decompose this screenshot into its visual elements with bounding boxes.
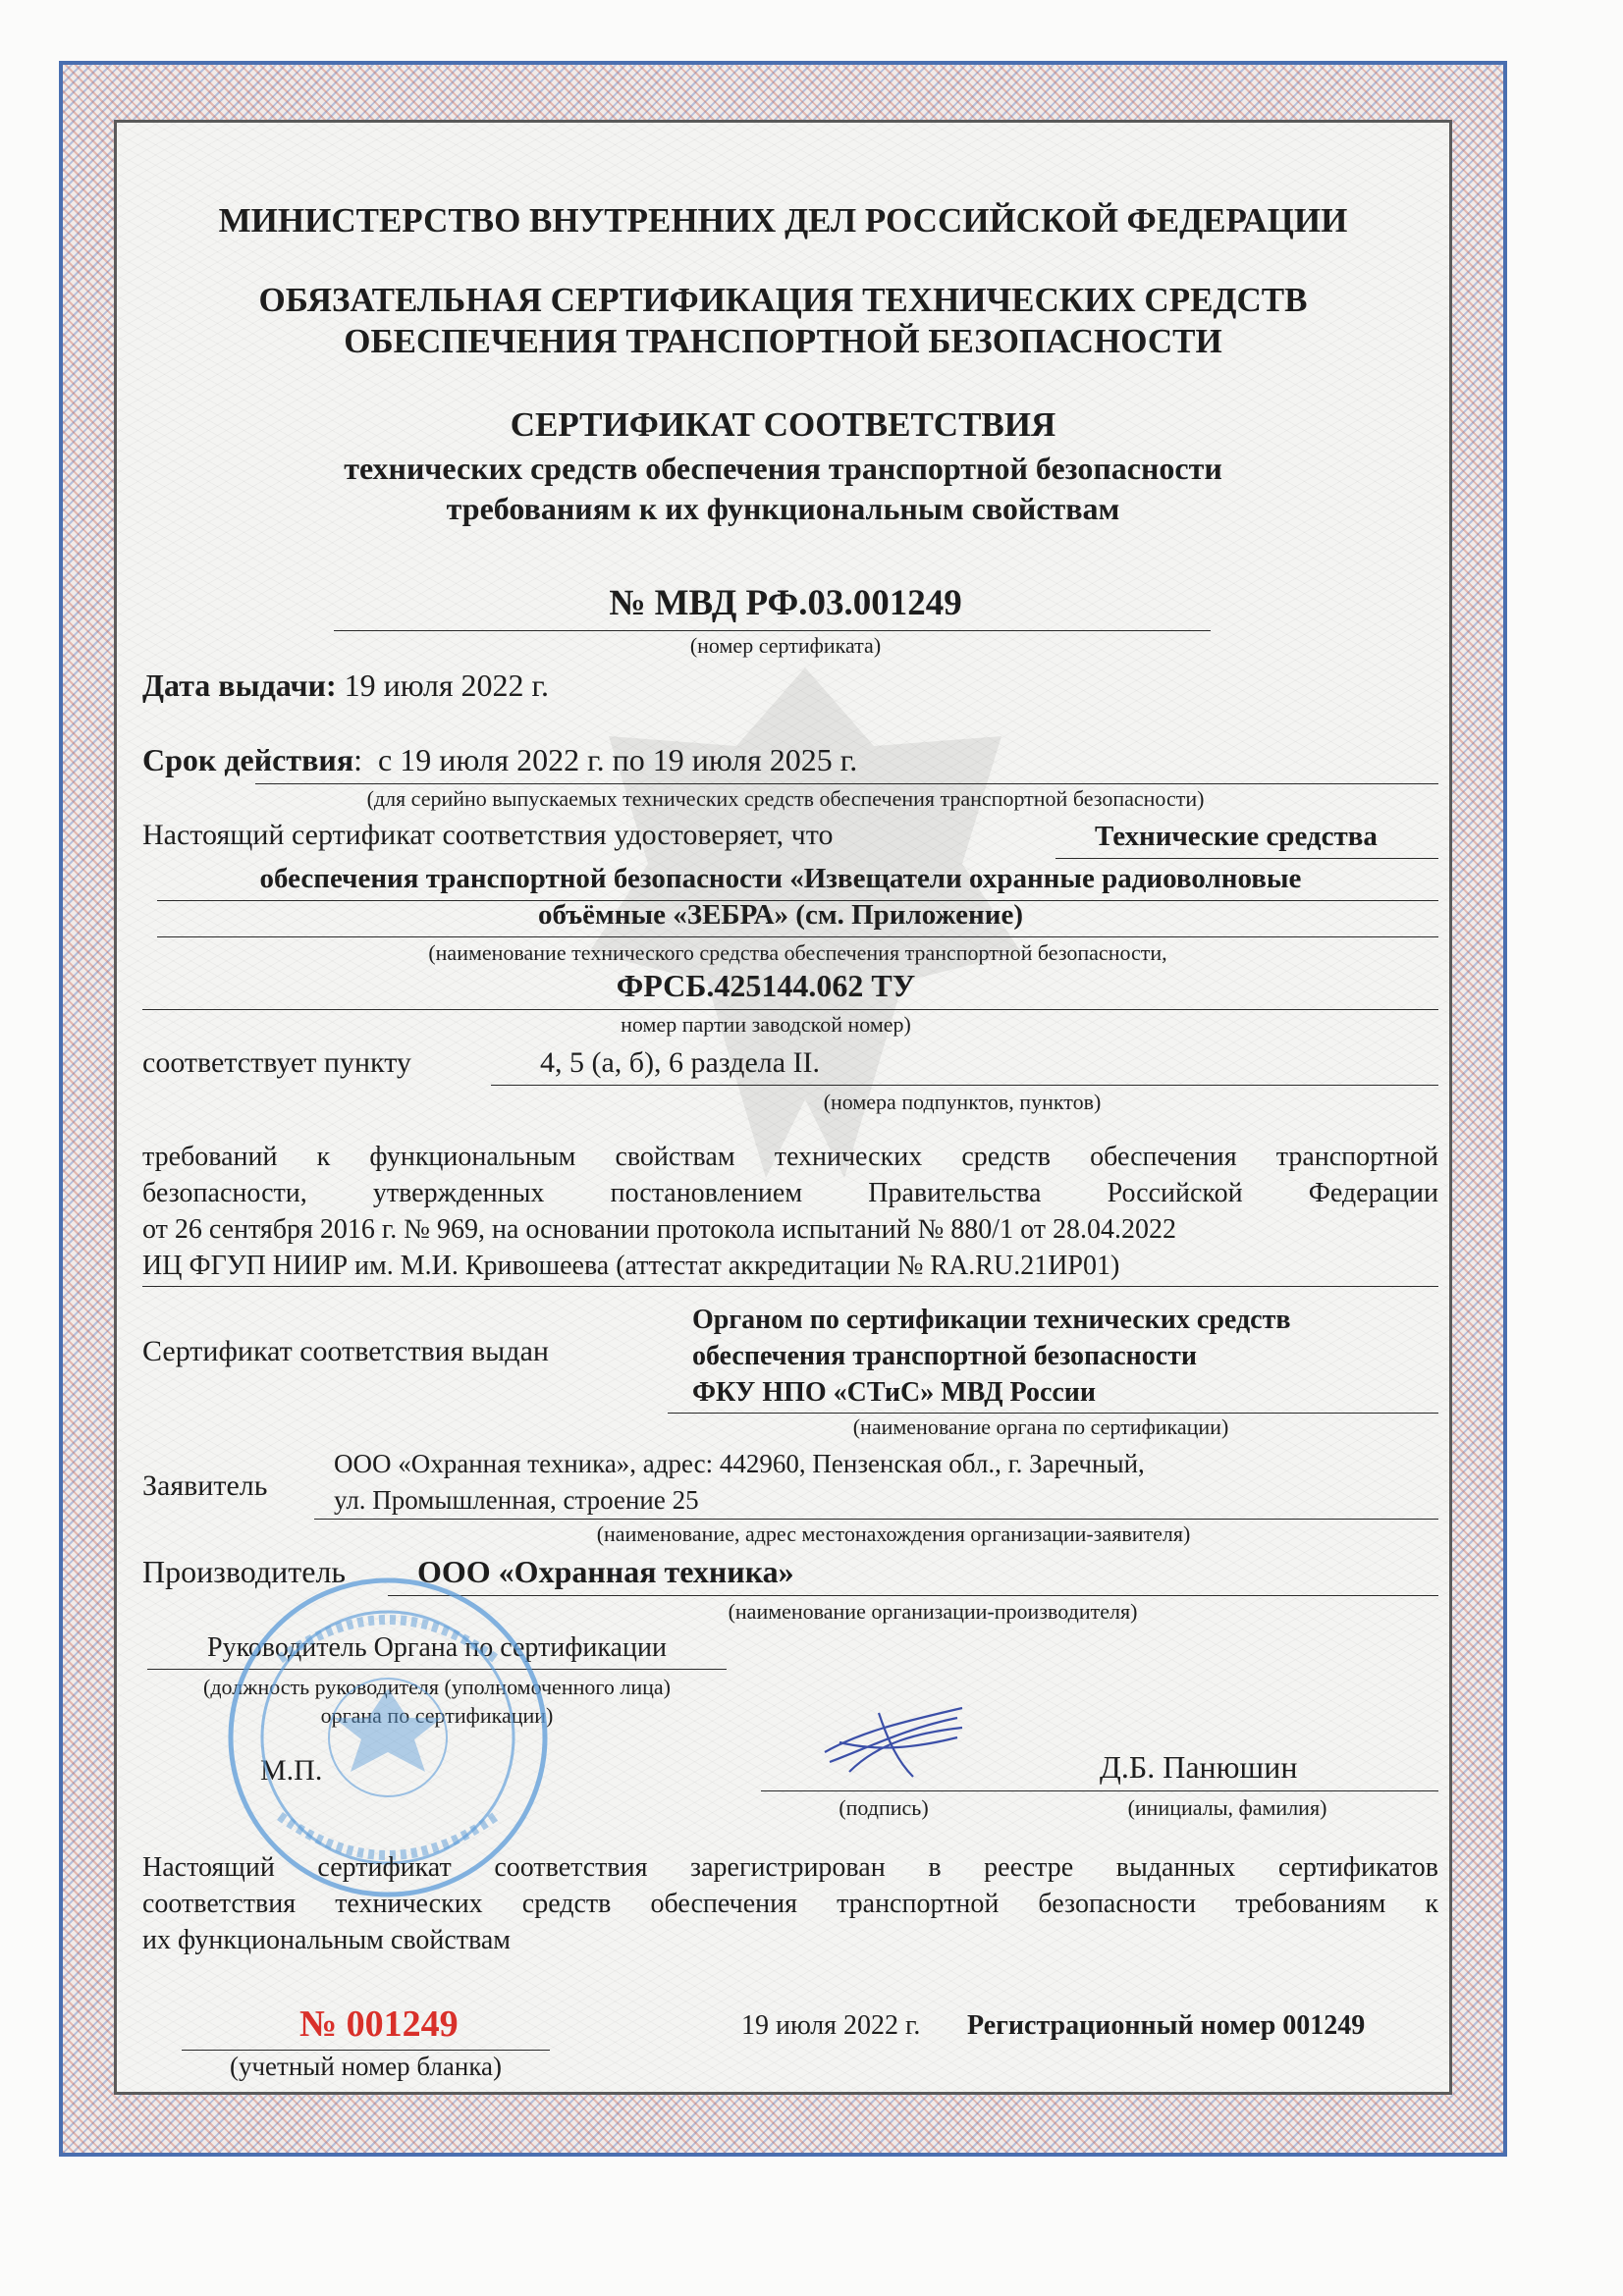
name-line: [1001, 1790, 1438, 1791]
applicant-label: Заявитель: [142, 1469, 268, 1502]
requirements-line-3: от 26 сентября 2016 г. № 969, на основании протокола испытаний № 880/1 от 28.04.2022: [142, 1214, 1176, 1245]
product-intro: Настоящий сертификат соответствия удостоверяет, что: [142, 819, 834, 851]
divider: [157, 936, 1438, 937]
product-spec-caption: номер партии заводской номер): [621, 1012, 911, 1037]
manufacturer-caption: (наименование организации-производителя): [728, 1599, 1138, 1624]
divider: [334, 630, 1211, 631]
product-spec: ФРСБ.425144.062 ТУ: [616, 968, 916, 1003]
cert-type-line-1: ОБЯЗАТЕЛЬНАЯ СЕРТИФИКАЦИЯ ТЕХНИЧЕСКИХ СРЕДСТВ: [258, 281, 1308, 319]
divider: [255, 783, 1438, 784]
signatory-position: Руководитель Органа по сертификации: [207, 1632, 667, 1663]
product-name-line-2: обеспечения транспортной безопасности «Извещатели охранные радиоволновые: [259, 863, 1302, 894]
issue-date-value: 19 июля 2022 г.: [344, 667, 550, 703]
name-caption: (инициалы, фамилия): [1127, 1795, 1327, 1820]
requirements-line-1: требований к функциональным свойствам технических средств обеспечения транспортной: [142, 1142, 1438, 1172]
signature-scribble: [820, 1693, 967, 1782]
manufacturer-label: Производитель: [142, 1554, 346, 1589]
registry-line-1: Настоящий сертификат соответствия зарегистрирован в реестре выданных сертификатов: [142, 1852, 1438, 1883]
form-number-caption: (учетный номер бланка): [229, 2052, 503, 2081]
validity-caption: (для серийно выпускаемых технических средств обеспечения транспортной безопасности): [366, 786, 1205, 811]
signatory-name: Д.Б. Панюшин: [1100, 1749, 1298, 1785]
clause-label: соответствует пункту: [142, 1046, 411, 1079]
form-serial-number: № 001249: [299, 2003, 459, 2045]
cert-type-line-2: ОБЕСПЕЧЕНИЯ ТРАНСПОРТНОЙ БЕЗОПАСНОСТИ: [344, 322, 1222, 360]
validity-row: Срок действия: с 19 июля 2022 г. по 19 июля 2025 г.: [142, 742, 858, 777]
clause-value: 4, 5 (а, б), 6 раздела II.: [540, 1046, 821, 1079]
product-name-line-1: Технические средства: [1095, 821, 1378, 852]
certificate-title: СЕРТИФИКАТ СООТВЕТСТВИЯ: [510, 405, 1056, 444]
issue-date-label: Дата выдачи:: [142, 667, 337, 703]
certificate-subtitle-1: технических средств обеспечения транспортной безопасности: [344, 451, 1222, 486]
divider: [182, 2050, 550, 2051]
divider: [1055, 858, 1438, 859]
registry-line-2: соответствия технических средств обеспечения транспортной безопасности требованиям к: [142, 1889, 1438, 1919]
validity-label: Срок действия: [142, 742, 354, 777]
position-caption-1: (должность руководителя (уполномоченного лица): [203, 1675, 671, 1699]
issuer-caption: (наименование органа по сертификации): [852, 1415, 1229, 1439]
issuer-label: Сертификат соответствия выдан: [142, 1335, 549, 1367]
divider: [142, 1286, 1438, 1287]
applicant-caption: (наименование, адрес местонахождения организации-заявителя): [596, 1522, 1191, 1546]
ministry-title: МИНИСТЕРСТВО ВНУТРЕННИХ ДЕЛ РОССИЙСКОЙ ФЕДЕРАЦИИ: [218, 201, 1348, 240]
position-caption-2: органа по сертификации): [320, 1703, 554, 1728]
applicant-line-2: ул. Промышленная, строение 25: [334, 1485, 699, 1515]
manufacturer-name: ООО «Охранная техника»: [417, 1554, 794, 1589]
divider: [142, 1009, 1438, 1010]
clause-caption: (номера подпунктов, пунктов): [823, 1090, 1102, 1114]
registration-number: Регистрационный номер 001249: [967, 2010, 1366, 2041]
certificate-number-caption: (номер сертификата): [689, 633, 882, 658]
certificate-number: № МВД РФ.03.001249: [609, 583, 962, 623]
issuer-line-2: обеспечения транспортной безопасности: [692, 1341, 1198, 1371]
applicant-line-1: ООО «Охранная техника», адрес: 442960, Пензенская обл., г. Заречный,: [334, 1449, 1145, 1478]
signature-caption: (подпись): [839, 1795, 929, 1820]
divider: [668, 1413, 1438, 1414]
divider: [314, 1519, 1438, 1520]
requirements-line-4: ИЦ ФГУП НИИР им. М.И. Кривошеева (аттестат аккредитации № RA.RU.21ИР01): [142, 1251, 1120, 1281]
issuer-line-1: Органом по сертификации технических средств: [692, 1305, 1291, 1335]
certificate-subtitle-2: требованиям к их функциональным свойствам: [446, 491, 1120, 526]
seal-label: М.П.: [260, 1754, 323, 1787]
product-name-caption: (наименование технического средства обеспечения транспортной безопасности,: [428, 940, 1167, 965]
product-name-line-3: объёмные «ЗЕБРА» (см. Приложение): [538, 899, 1023, 931]
divider: [491, 1085, 1438, 1086]
registry-line-3: их функциональным свойствам: [142, 1925, 512, 1955]
requirements-line-2: безопасности, утвержденных постановлением Правительства Российской Федерации: [142, 1178, 1438, 1208]
registration-date: 19 июля 2022 г.: [741, 2010, 921, 2041]
signature-line: [761, 1790, 1006, 1791]
issue-date-row: [142, 667, 549, 704]
issuer-line-3: ФКУ НПО «СТиС» МВД России: [692, 1377, 1097, 1408]
validity-value: с 19 июля 2022 г. по 19 июля 2025 г.: [378, 742, 858, 777]
